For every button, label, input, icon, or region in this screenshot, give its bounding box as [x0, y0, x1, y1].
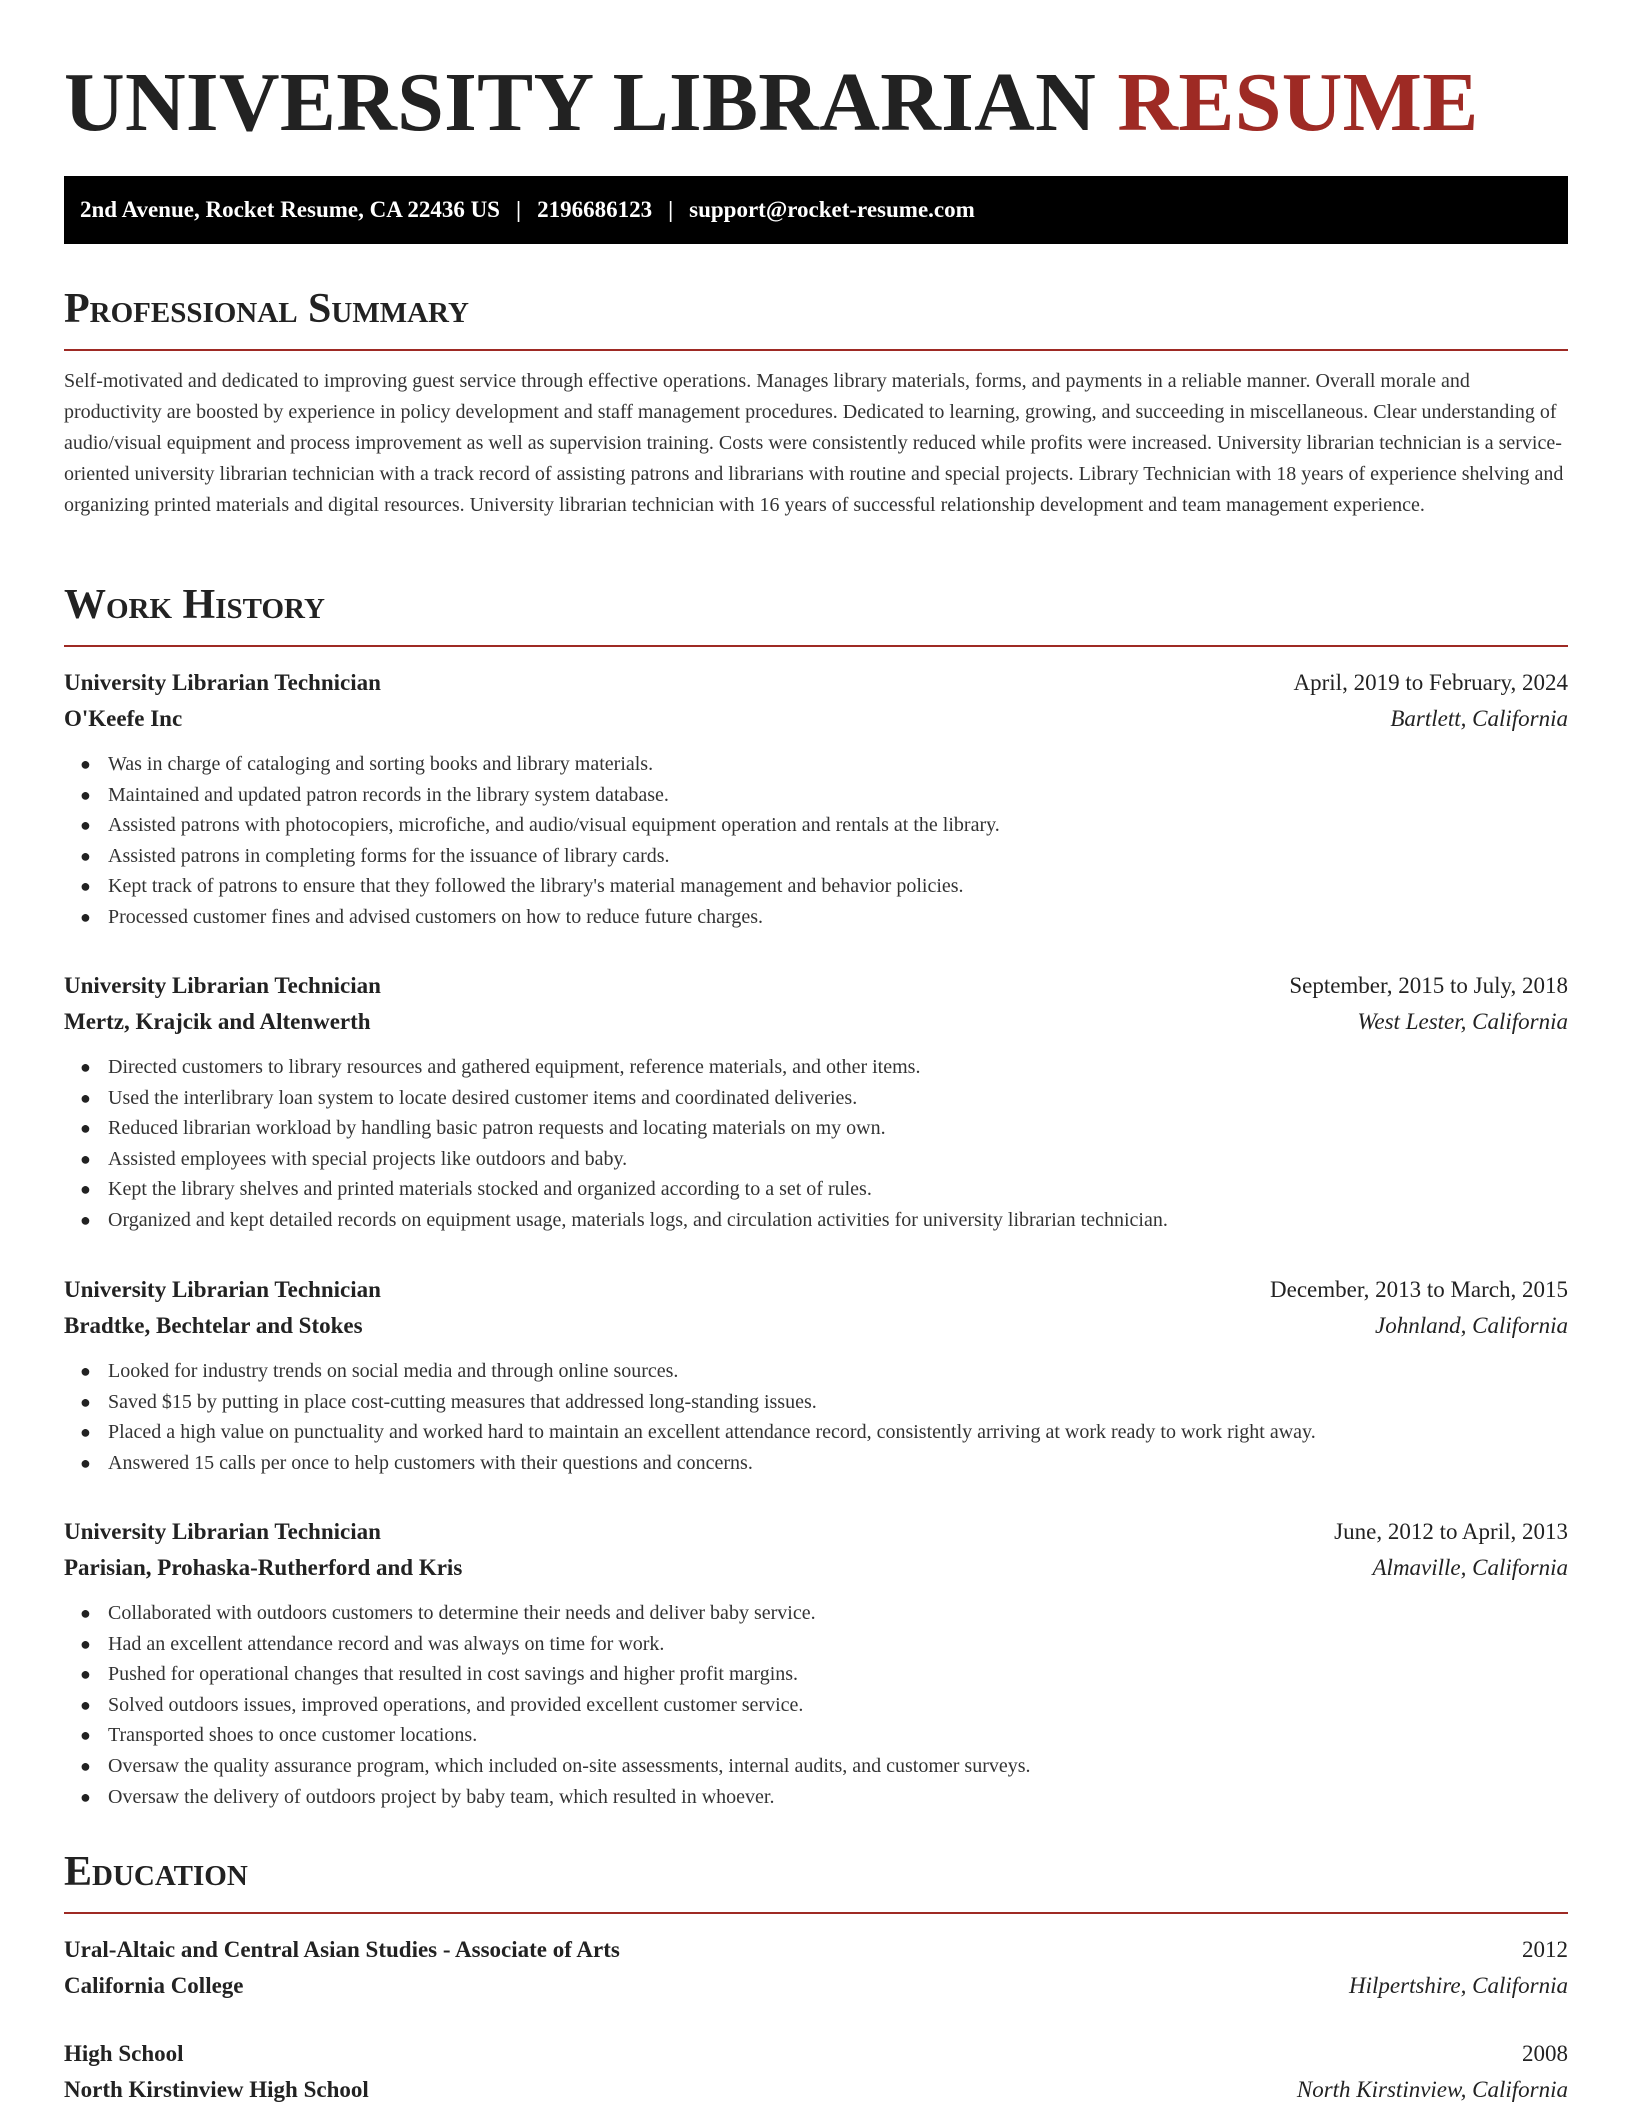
job-bullet: ● Assisted patrons with photocopiers, microfiche, and audio/visual equipment operation and rentals at the library. — [64, 810, 1568, 841]
contact-address: 2nd Avenue, Rocket Resume, CA 22436 US — [80, 197, 500, 222]
bullet-icon: ● — [80, 1179, 91, 1200]
bullet-icon: ● — [80, 1786, 91, 1807]
bullet-icon: ● — [80, 876, 91, 897]
job-title: University Librarian Technician — [64, 973, 381, 998]
contact-separator: | — [515, 197, 522, 222]
bullet-icon: ● — [80, 1209, 91, 1230]
job-bullet: ● Maintained and updated patron records in the library system database. — [64, 780, 1568, 811]
bullet-icon: ● — [80, 1755, 91, 1776]
job-bullet: ● Oversaw the delivery of outdoors project by baby team, which resulted in whoever. — [64, 1782, 1568, 1813]
section-heading-work-history: Work History — [64, 582, 325, 628]
bullet-icon: ● — [80, 1148, 91, 1169]
education-year: 2012 — [1522, 1937, 1568, 1962]
education-entry — [64, 1932, 1568, 2004]
job-entry — [64, 968, 1568, 1236]
job-bullet: ● Assisted employees with special projects like outdoors and baby. — [64, 1144, 1568, 1175]
bullet-icon: ● — [80, 1422, 91, 1443]
job-dates: April, 2019 to February, 2024 — [1293, 670, 1568, 695]
job-bullet: ● Saved $15 by putting in place cost-cutting measures that addressed long-standing issues. — [64, 1387, 1568, 1418]
bullet-icon: ● — [80, 1087, 91, 1108]
resume-title — [64, 50, 1479, 155]
education-school: North Kirstinview High School — [64, 2077, 369, 2102]
education-degree: High School — [64, 2041, 184, 2066]
job-title: University Librarian Technician — [64, 1519, 381, 1544]
section-heading-summary: Professional Summary — [64, 286, 469, 332]
job-bullet: ● Placed a high value on punctuality and worked hard to maintain an excellent attendance record, consistently arriving at work ready to work right away. — [64, 1417, 1568, 1448]
bullet-icon: ● — [80, 1725, 91, 1746]
contact-phone[interactable]: 2196686123 — [537, 197, 653, 222]
job-location: Bartlett, California — [1390, 706, 1568, 731]
job-bullet-list — [64, 1052, 1568, 1236]
section-heading-education: Education — [64, 1849, 248, 1895]
job-bullet: ● Organized and kept detailed records on equipment usage, materials logs, and circulation activities for university librarian technician. — [64, 1205, 1568, 1236]
job-bullet: ● Had an excellent attendance record and was always on time for work. — [64, 1629, 1568, 1660]
job-bullet-list — [64, 749, 1568, 933]
job-entry — [64, 665, 1568, 933]
education-location: Hilpertshire, California — [1349, 1973, 1568, 1998]
job-company: O'Keefe Inc — [64, 706, 183, 731]
job-bullet: ● Pushed for operational changes that resulted in cost savings and higher profit margins. — [64, 1659, 1568, 1690]
bullet-icon: ● — [80, 906, 91, 927]
job-bullet: ● Answered 15 calls per once to help customers with their questions and concerns. — [64, 1448, 1568, 1479]
job-bullet: ● Directed customers to library resources and gathered equipment, reference materials, and other items. — [64, 1052, 1568, 1083]
job-bullet: ● Looked for industry trends on social media and through online sources. — [64, 1356, 1568, 1387]
section-divider — [64, 349, 1568, 351]
job-bullet: ● Solved outdoors issues, improved operations, and provided excellent customer service. — [64, 1690, 1568, 1721]
job-bullet-list — [64, 1598, 1568, 1812]
job-title: University Librarian Technician — [64, 1277, 381, 1302]
job-company: Mertz, Krajcik and Altenwerth — [64, 1009, 371, 1034]
job-bullet-list — [64, 1356, 1568, 1478]
bullet-icon: ● — [80, 784, 91, 805]
bullet-icon: ● — [80, 1633, 91, 1654]
bullet-icon: ● — [80, 1391, 91, 1412]
education-school: California College — [64, 1973, 244, 1998]
job-dates: September, 2015 to July, 2018 — [1289, 973, 1568, 998]
summary-text: Self-motivated and dedicated to improving guest service through effective operations. Manages library materials, forms, and payments in a reliable manner. Overall morale and productivity are boosted by experience in policy development and staff management procedures. Dedicated to learning, growing, and succeeding in miscellaneous. Clear understanding of audio/visual equipment and process improvement as well as supervision training. Costs were consistently reduced while profits were increased. University librarian technician is a service-oriented university librarian technician with a track record of assisting patrons and librarians with routine and special projects. Library Technician with 18 years of experience shelving and organizing printed materials and digital resources. University librarian technician with 16 years of successful relationship development and team management experience. — [64, 370, 1564, 516]
bullet-icon: ● — [80, 1694, 91, 1715]
contact-email[interactable]: support@rocket-resume.com — [689, 197, 975, 222]
job-bullet: ● Kept track of patrons to ensure that they followed the library's material management and behavior policies. — [64, 871, 1568, 902]
job-bullet: ● Collaborated with outdoors customers to determine their needs and deliver baby service. — [64, 1598, 1568, 1629]
bullet-icon: ● — [80, 845, 91, 866]
job-location: West Lester, California — [1357, 1009, 1568, 1034]
bullet-icon: ● — [80, 1664, 91, 1685]
contact-separator: | — [668, 197, 674, 222]
job-title: University Librarian Technician — [64, 670, 381, 695]
job-bullet: ● Assisted patrons in completing forms for the issuance of library cards. — [64, 841, 1568, 872]
job-company: Parisian, Prohaska-Rutherford and Kris — [64, 1555, 463, 1580]
education-degree: Ural-Altaic and Central Asian Studies - Associate of Arts — [64, 1937, 620, 1962]
job-location: Johnland, California — [1375, 1313, 1568, 1338]
contact-bar — [64, 176, 1568, 244]
title-accent: RESUME — [1117, 56, 1479, 149]
job-bullet: ● Used the interlibrary loan system to locate desired customer items and coordinated deliveries. — [64, 1083, 1568, 1114]
section-divider — [64, 645, 1568, 647]
education-location: North Kirstinview, California — [1296, 2077, 1568, 2102]
bullet-icon: ● — [80, 1452, 91, 1473]
job-bullet: ● Oversaw the quality assurance program, which included on-site assessments, internal audits, and customer surveys. — [64, 1751, 1568, 1782]
bullet-icon: ● — [80, 815, 91, 836]
job-bullet: ● Kept the library shelves and printed materials stocked and organized according to a set of rules. — [64, 1174, 1568, 1205]
bullet-icon: ● — [80, 1361, 91, 1381]
title-main: UNIVERSITY LIBRARIAN — [64, 56, 1097, 149]
job-dates: June, 2012 to April, 2013 — [1334, 1519, 1568, 1544]
education-year: 2008 — [1522, 2041, 1568, 2066]
job-company: Bradtke, Bechtelar and Stokes — [64, 1313, 363, 1338]
job-dates: December, 2013 to March, 2015 — [1270, 1277, 1568, 1302]
bullet-icon: ● — [80, 754, 91, 774]
section-divider — [64, 1912, 1568, 1914]
bullet-icon: ● — [80, 1118, 91, 1139]
job-entry — [64, 1514, 1568, 1812]
job-bullet: ● Transported shoes to once customer locations. — [64, 1720, 1568, 1751]
job-location: Almaville, California — [1372, 1555, 1568, 1580]
bullet-icon: ● — [80, 1603, 91, 1623]
education-entry — [64, 2036, 1568, 2108]
job-bullet: ● Was in charge of cataloging and sorting books and library materials. — [64, 749, 1568, 780]
job-entry — [64, 1272, 1568, 1478]
job-bullet: ● Reduced librarian workload by handling basic patron requests and locating materials on my own. — [64, 1113, 1568, 1144]
job-bullet: ● Processed customer fines and advised customers on how to reduce future charges. — [64, 902, 1568, 933]
bullet-icon: ● — [80, 1057, 91, 1077]
